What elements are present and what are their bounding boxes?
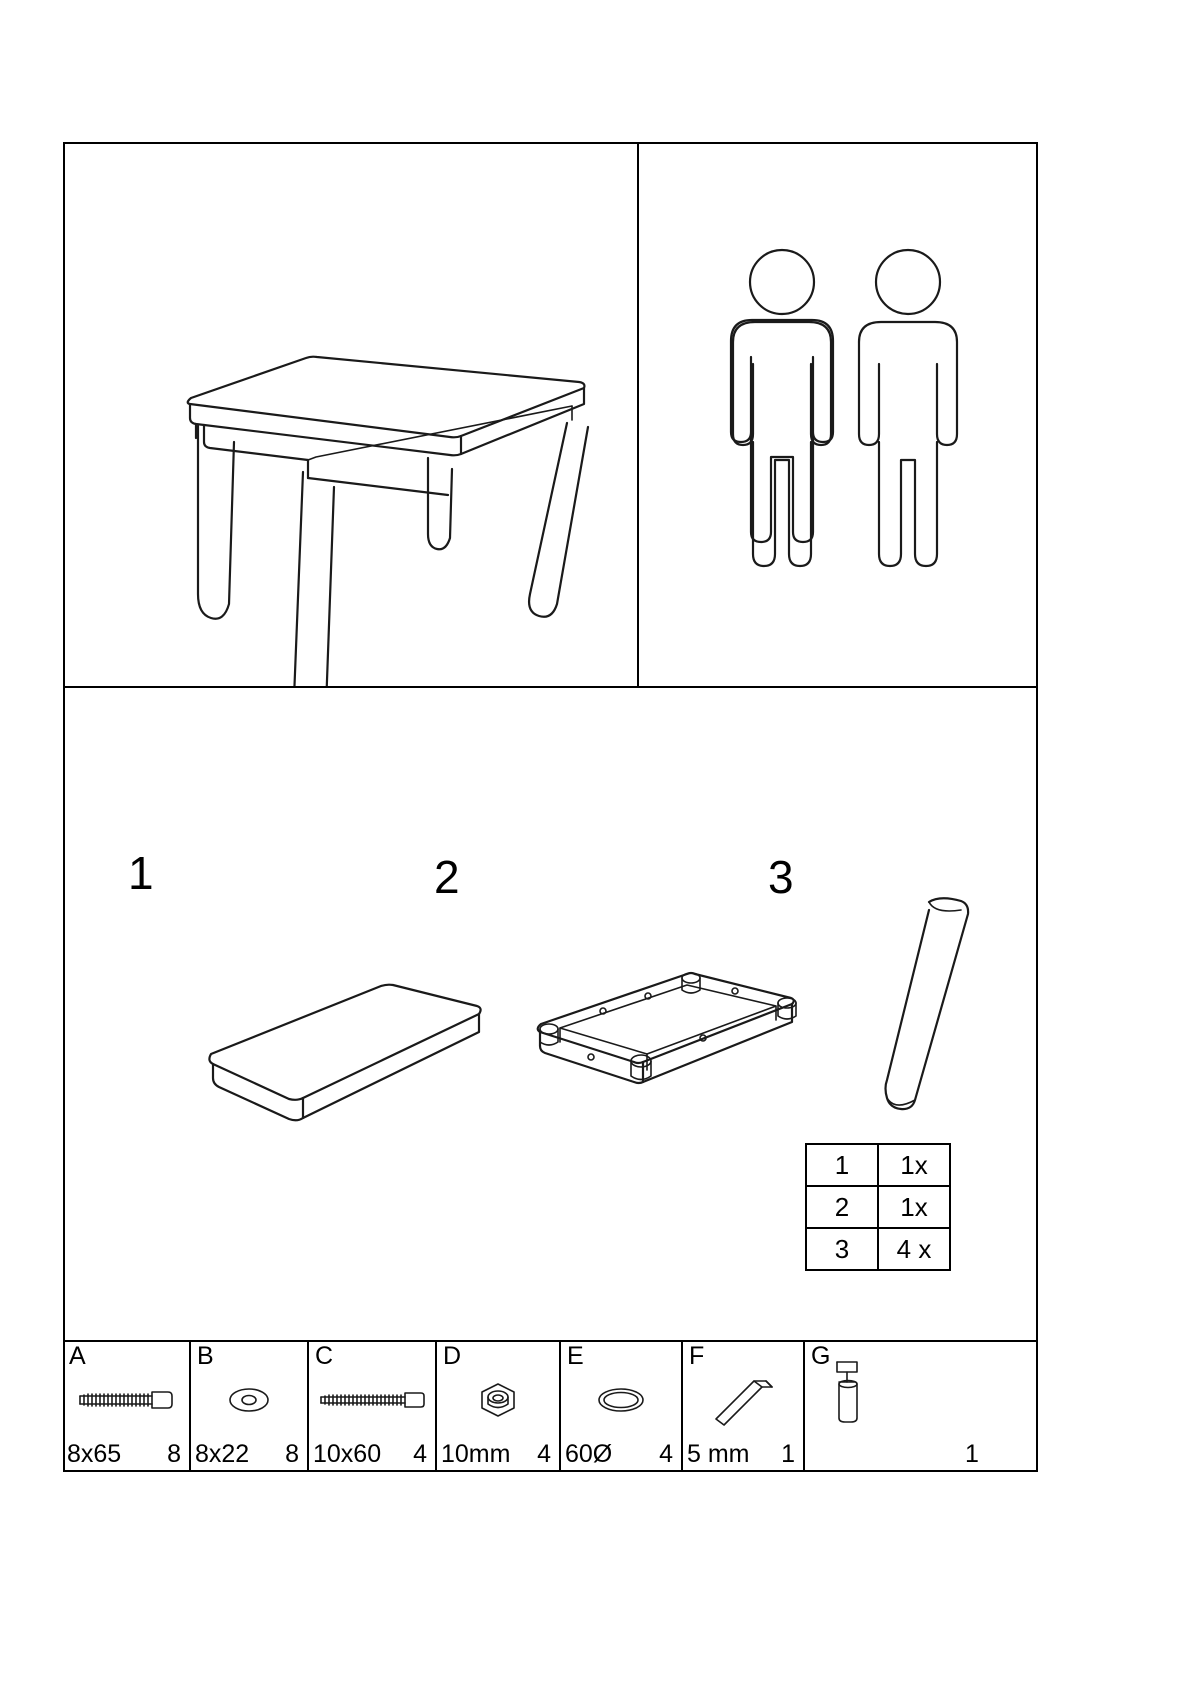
two-person-assembly-panel <box>637 142 1038 686</box>
hardware-letter: A <box>69 1342 86 1370</box>
qty-row-count: 1x <box>878 1186 950 1228</box>
hardware-count: 8 <box>167 1440 181 1468</box>
qty-row-id: 3 <box>806 1228 878 1270</box>
hardware-letter: C <box>315 1342 334 1370</box>
allen-key-icon <box>683 1370 803 1430</box>
hardware-letter: F <box>689 1342 705 1370</box>
part-label-1: 1 <box>128 847 154 899</box>
hardware-count: 8 <box>285 1440 299 1468</box>
long-screw-icon <box>309 1370 435 1430</box>
table-row <box>806 1144 950 1186</box>
hex-nut-icon <box>437 1370 559 1430</box>
part-frame-drawing <box>538 973 796 1083</box>
bolt-icon <box>63 1370 189 1430</box>
hardware-letter: D <box>443 1342 462 1370</box>
hardware-letter: E <box>567 1342 584 1370</box>
hardware-cell-a <box>63 1340 191 1472</box>
hardware-size: 5 mm <box>687 1440 750 1468</box>
hardware-cell-g <box>805 1340 1038 1472</box>
part-quantity-table <box>805 1143 951 1271</box>
qty-row-count: 4 x <box>878 1228 950 1270</box>
part-label-3: 3 <box>768 851 794 903</box>
qty-row-count: 1x <box>878 1144 950 1186</box>
hardware-count: 1 <box>781 1440 795 1468</box>
hardware-letter: G <box>811 1342 831 1370</box>
hardware-cell-b <box>191 1340 309 1472</box>
part-table-top-drawing <box>209 985 480 1121</box>
hardware-letter: B <box>197 1342 214 1370</box>
part-leg-drawing <box>886 898 969 1109</box>
hardware-cell-d <box>437 1340 561 1472</box>
hardware-cell-c <box>309 1340 437 1472</box>
washer-icon <box>191 1370 307 1430</box>
qty-row-id: 1 <box>806 1144 878 1186</box>
hardware-size: 8x22 <box>195 1440 250 1468</box>
table-row <box>806 1228 950 1270</box>
hardware-size: 60Ø <box>565 1440 613 1468</box>
hardware-count: 4 <box>659 1440 673 1468</box>
hardware-count: 1 <box>965 1440 979 1468</box>
part-label-2: 2 <box>434 851 460 903</box>
hardware-legend-strip <box>63 1340 1038 1472</box>
hardware-cell-e <box>561 1340 683 1472</box>
hardware-cell-f <box>683 1340 805 1472</box>
table-row <box>806 1186 950 1228</box>
person-icon <box>731 250 833 542</box>
hardware-count: 4 <box>537 1440 551 1468</box>
flat-washer-icon <box>561 1370 681 1430</box>
hardware-size: 8x65 <box>67 1440 122 1468</box>
qty-row-id: 2 <box>806 1186 878 1228</box>
wrench-tool-icon <box>823 1362 1038 1422</box>
hardware-size: 10x60 <box>313 1440 382 1468</box>
hardware-count: 4 <box>413 1440 427 1468</box>
hardware-size: 10mm <box>441 1440 511 1468</box>
assembled-table-panel <box>63 142 637 686</box>
